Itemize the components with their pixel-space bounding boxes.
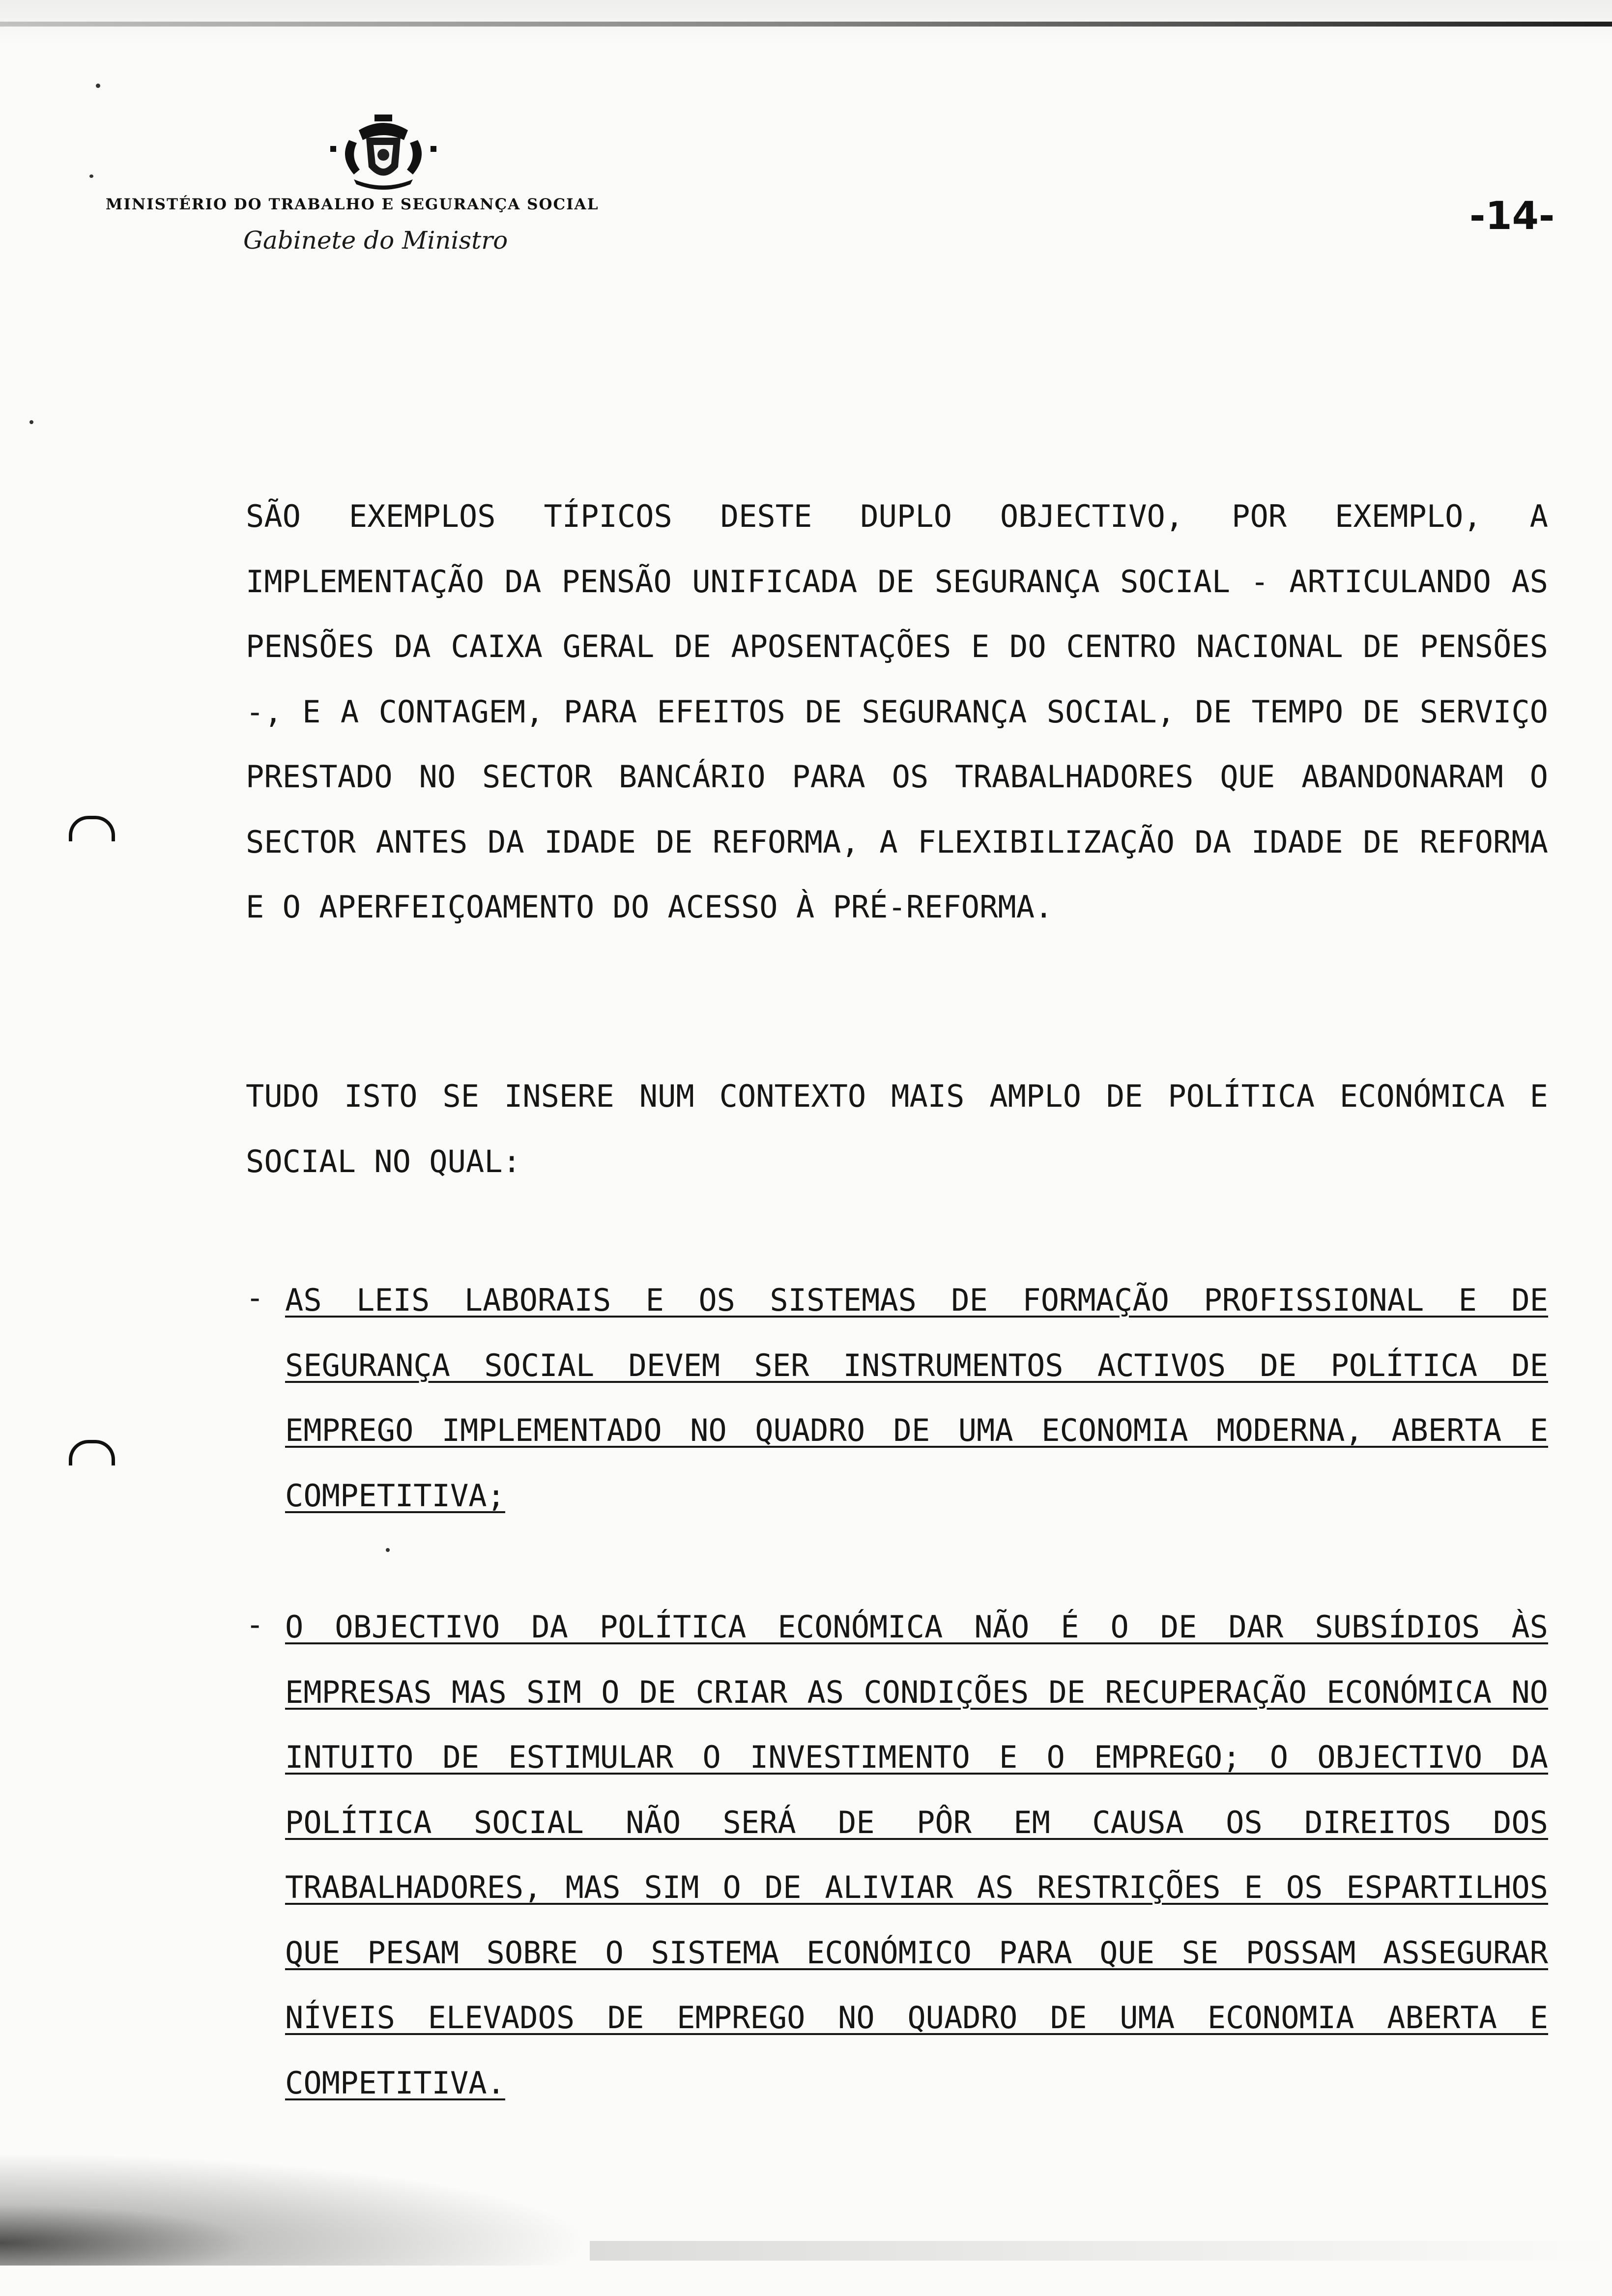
bullet-dash: - xyxy=(246,1280,264,1316)
paragraph-examples: SÃO EXEMPLOS TÍPICOS DESTE DUPLO OBJECTIVO, POR EXEMPLO, A IMPLEMENTAÇÃO DA PENSÃO UNIFICADA DE SEGURANÇA SOCIAL - ARTICULANDO AS PENSÕES DA CAIXA GERAL DE APOSENTAÇÕES E DO CENTRO NACIONAL DE PENSÕES -, E A CONTAGEM, PARA EFEITOS DE SEGURANÇA SOCIAL, DE TEMPO DE SERVIÇO PRESTADO NO SECTOR BANCÁRIO PARA OS TRABALHADORES QUE ABANDONARAM O SECTOR ANTES DA IDADE DE REFORMA, A FLEXIBILIZAÇÃO DA IDADE DE REFORMA E O APERFEIÇOAMENTO DO ACESSO À PRÉ-REFORMA. xyxy=(246,498,1548,925)
scan-speck xyxy=(386,1548,390,1552)
binder-hole-mark xyxy=(69,816,115,841)
coat-of-arms-icon xyxy=(319,111,447,194)
scan-shadow-bottom-edge xyxy=(590,2241,1612,2261)
bullet-dash: - xyxy=(246,1607,264,1642)
paragraph-context: TUDO ISTO SE INSERE NUM CONTEXTO MAIS AMPLO DE POLÍTICA ECONÓMICA E SOCIAL NO QUAL: xyxy=(246,1078,1548,1179)
ministry-name: MINISTÉRIO DO TRABALHO E SEGURANÇA SOCIAL xyxy=(106,196,599,213)
page-number: -14- xyxy=(1469,194,1555,238)
scan-speck xyxy=(89,174,93,178)
binder-hole-mark xyxy=(69,1440,115,1465)
scan-speck xyxy=(96,84,100,88)
scan-speck xyxy=(29,420,33,424)
bullet-item: AS LEIS LABORAIS E OS SISTEMAS DE FORMAÇÃO PROFISSIONAL E DE SEGURANÇA SOCIAL DEVEM SER INSTRUMENTOS ACTIVOS DE POLÍTICA DE EMPREGO IMPLEMENTADO NO QUADRO DE UMA ECONOMIA MODERNA, ABERTA E COMPETITIVA; xyxy=(285,1282,1548,1514)
scan-edge-line xyxy=(0,22,1612,27)
bullet-item: O OBJECTIVO DA POLÍTICA ECONÓMICA NÃO É O DE DAR SUBSÍDIOS ÀS EMPRESAS MAS SIM O DE CRIAR AS CONDIÇÕES DE RECUPERAÇÃO ECONÓMICA NO INTUITO DE ESTIMULAR O INVESTIMENTO E O EMPREGO; O OBJECTIVO DA POLÍTICA SOCIAL NÃO SERÁ DE PÔR EM CAUSA OS DIREITOS DOS TRABALHADORES, MAS SIM O DE ALIVIAR AS RESTRIÇÕES E OS ESPARTILHOS QUE PESAM SOBRE O SISTEMA ECONÓMICO PARA QUE SE POSSAM ASSEGURAR NÍVEIS ELEVADOS DE EMPREGO NO QUADRO DE UMA ECONOMIA ABERTA E COMPETITIVA. xyxy=(285,1609,1548,2101)
scan-shadow-bottom xyxy=(0,2152,590,2266)
cabinet-signature: Gabinete do Ministro xyxy=(243,226,508,255)
